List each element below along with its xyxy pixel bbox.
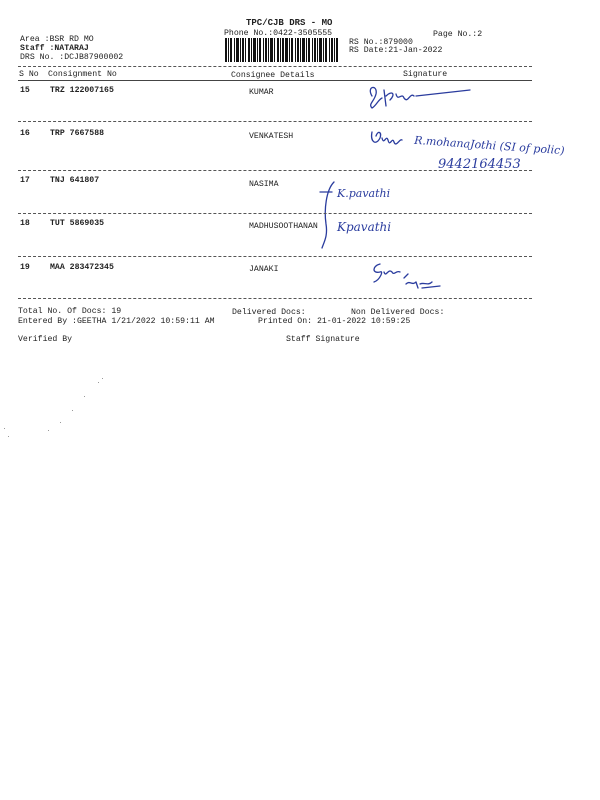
header-rule-bottom xyxy=(18,80,532,81)
row-17-consignee: NASIMA xyxy=(249,180,279,189)
col-consignment-no: Consignment No xyxy=(48,70,117,79)
verified-by: Verified By xyxy=(18,335,73,344)
row-16-handwritten-name: R.mohanaJothi (SI of polic) xyxy=(413,133,565,158)
row-16-signature xyxy=(368,128,408,154)
area-label: Area :BSR RD MO xyxy=(20,35,94,44)
scan-speck xyxy=(72,410,73,411)
row-19-rule xyxy=(18,298,532,299)
scan-speck xyxy=(8,436,9,437)
rs-date: RS Date:21-Jan-2022 xyxy=(349,46,443,55)
staff-signature-label: Staff Signature xyxy=(286,335,360,344)
total-docs: Total No. Of Docs: 19 xyxy=(18,307,122,316)
row-16-rule xyxy=(18,170,532,171)
printed-on: Printed On: 21-01-2022 10:59:25 xyxy=(258,317,411,326)
row-18-rule xyxy=(18,256,532,257)
col-consignee-details: Consignee Details xyxy=(231,71,315,80)
row-17-rule xyxy=(18,213,532,214)
row-18-consignee: MADHUSOOTHANAN xyxy=(249,222,318,231)
row-19-sno: 19 xyxy=(20,263,30,272)
rs-number: RS No.:879000 xyxy=(349,38,413,47)
row-18-sno: 18 xyxy=(20,219,30,228)
document-title: TPC/CJB DRS - MO xyxy=(246,18,333,28)
scan-speck xyxy=(102,378,103,379)
col-s-no: S No xyxy=(19,70,39,79)
row-16-sno: 16 xyxy=(20,129,30,138)
row-17-handwritten-signature: K.pavathi xyxy=(337,187,391,200)
scan-speck xyxy=(84,396,85,397)
row-15-consignee: KUMAR xyxy=(249,88,274,97)
row-19-consignee: JANAKI xyxy=(249,265,279,274)
scan-speck xyxy=(4,428,5,429)
header-rule-top xyxy=(18,66,532,67)
row-16-consignment: TRP 7667588 xyxy=(50,129,105,138)
scan-speck xyxy=(98,382,99,383)
col-signature: Signature xyxy=(403,70,448,79)
row-17-sno: 17 xyxy=(20,176,30,185)
row-15-signature xyxy=(364,84,474,114)
row-15-consignment: TRZ 122007165 xyxy=(50,86,114,95)
barcode xyxy=(225,38,338,62)
drs-number: DRS No. :DCJB87900002 xyxy=(20,53,124,62)
row-19-signature xyxy=(370,258,450,292)
row-16-handwritten-phone: 9442164453 xyxy=(438,157,521,172)
row-19-consignment: MAA 283472345 xyxy=(50,263,114,272)
non-delivered-docs: Non Delivered Docs: xyxy=(351,308,445,317)
phone-number: Phone No.:0422-3505555 xyxy=(224,29,333,38)
scan-speck xyxy=(60,422,61,423)
row-18-consignment: TUT 5869035 xyxy=(50,219,105,228)
row-15-rule xyxy=(18,121,532,122)
page-number: Page No.:2 xyxy=(433,30,483,39)
delivered-docs: Delivered Docs: xyxy=(232,308,306,317)
row-17-consignment: TNJ 641807 xyxy=(50,176,100,185)
row-17-bracket-mark xyxy=(318,180,338,250)
staff-label: Staff :NATARAJ xyxy=(20,44,89,53)
row-18-handwritten-signature: Kpavathi xyxy=(337,220,392,234)
row-16-consignee: VENKATESH xyxy=(249,132,294,141)
row-15-sno: 15 xyxy=(20,86,30,95)
entered-by: Entered By :GEETHA 1/21/2022 10:59:11 AM xyxy=(18,317,215,326)
scan-speck xyxy=(48,430,49,431)
